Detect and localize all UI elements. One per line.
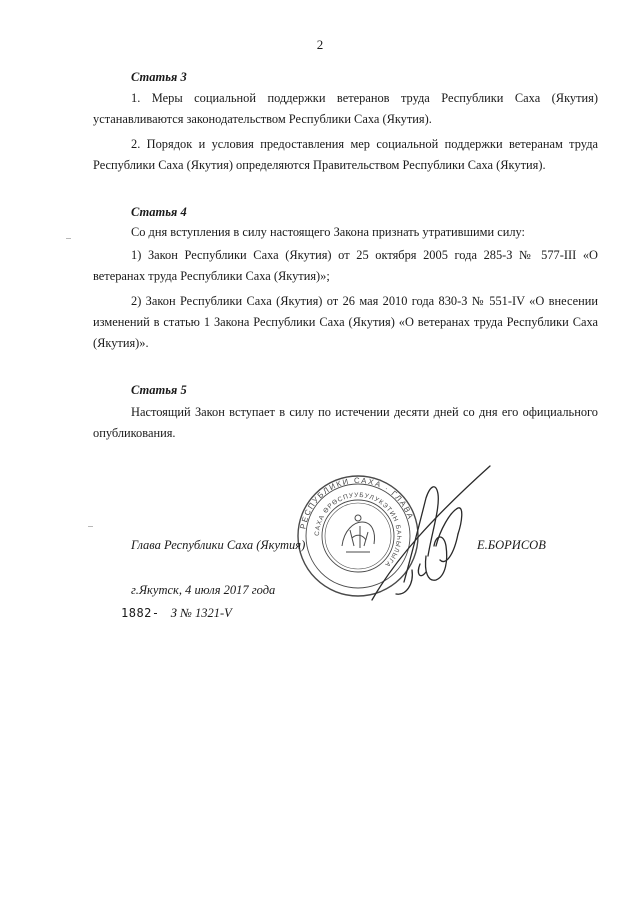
article-5-paragraph-1: Настоящий Закон вступает в силу по истечении десяти дней со дня его официального опубликования. [93, 405, 598, 440]
seal-inner-text: САХА ӨРӨСПУУБУЛУКЭТИН БАҺЫЛЫГА [313, 491, 403, 569]
article-3-heading: Статья 3 [131, 70, 187, 84]
page-number: 2 [316, 37, 324, 52]
article-3-paragraph-1: 1. Меры социальной поддержки ветеранов труда Республики Саха (Якутия) устанавливаются законодательством Республики Саха (Якутия). [93, 91, 598, 126]
law-number [121, 606, 232, 621]
article-3-paragraph-2: 2. Порядок и условия предоставления мер социальной поддержки ветеранам труда Республики Саха (Якутия) определяются Правительством Республики Саха (Якутия). [93, 137, 598, 172]
signatory-title: Глава Республики Саха (Якутия) [131, 538, 306, 552]
official-seal [298, 476, 418, 596]
place-and-date: г.Якутск, 4 июля 2017 года [131, 583, 276, 597]
signatory-name: Е.БОРИСОВ [477, 538, 546, 552]
registration-number: 1882- [121, 606, 160, 620]
seal-emblem [342, 515, 375, 552]
svg-text:САХА ӨРӨСПУУБУЛУКЭТИН БАҺЫЛЫГА [314, 492, 402, 568]
article-4-heading: Статья 4 [131, 205, 187, 219]
article-5-heading: Статья 5 [131, 383, 187, 397]
article-4-paragraph-3: 2) Закон Республики Саха (Якутия) от 26 мая 2010 года 830-З № 551-IV «О внесении изменений в статью 1 Закона Республики Саха (Якутия) «О ветеранах труда Республики Саха (Якутия)». [93, 294, 598, 350]
article-4-paragraph-2: 1) Закон Республики Саха (Якутия) от 25 октября 2005 года 285-З № 577-III «О ветеранах труда Республики Саха (Якутия)»; [93, 248, 598, 283]
seal-outer-text: РЕСПУБЛИКИ САХА · ГЛАВА [298, 475, 416, 530]
article-4-paragraph-1: Со дня вступления в силу настоящего Закона признать утратившими силу: [131, 225, 525, 239]
law-number-text: З № 1321-V [170, 606, 232, 620]
